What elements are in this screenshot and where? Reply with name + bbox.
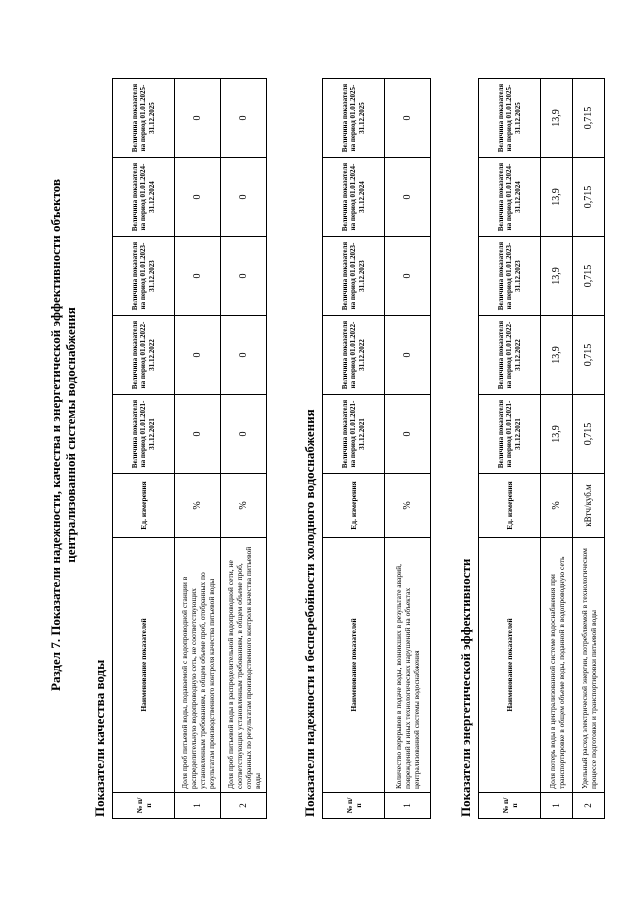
header-name: Наименование показателей bbox=[323, 538, 385, 793]
table-row bbox=[573, 79, 605, 819]
header-period-2022: Величина показателя на период 01.01.2022-31.12.2022 bbox=[323, 316, 385, 395]
row-num: 1 bbox=[175, 793, 221, 819]
row-value: 0 bbox=[175, 79, 221, 158]
row-num: 2 bbox=[221, 793, 267, 819]
header-period-2024: Величина показателя на период 01.01.2024-31.12.2024 bbox=[479, 158, 541, 237]
row-value: 0 bbox=[175, 237, 221, 316]
row-value: 0 bbox=[221, 158, 267, 237]
row-value: 0 bbox=[175, 158, 221, 237]
header-period-2023: Величина показателя на период 01.01.2023-31.12.2023 bbox=[479, 237, 541, 316]
row-value: 0,715 bbox=[573, 79, 605, 158]
header-period-2025: Величина показателя на период 01.01.2025-31.12.2025 bbox=[323, 79, 385, 158]
row-value: 0 bbox=[385, 237, 431, 316]
row-name: Доля потерь воды в централизованной системе водоснабжения при транспортировке в общем объеме воды, поданной в водопроводную сеть bbox=[541, 538, 573, 793]
reliability-table bbox=[322, 78, 431, 819]
row-name: Доля проб питьевой воды в распределительной водопроводной сети, не соответствующих установленным требованиям, в общем объеме проб, отобранных по результатам производственного контроля качества питьевой воды bbox=[221, 538, 267, 793]
row-value: 0 bbox=[221, 316, 267, 395]
section-title-water-quality: Показатели качества воды bbox=[92, 659, 107, 817]
header-period-2025: Величина показателя на период 01.01.2025-31.12.2025 bbox=[113, 79, 175, 158]
row-unit: % bbox=[385, 474, 431, 538]
row-name: Удельный расход электрической энергии, потребляемой в технологическом процессе подготовки и транспортировки питьевой воды bbox=[573, 538, 605, 793]
header-name: Наименование показателей bbox=[113, 538, 175, 793]
row-value: 13,9 bbox=[541, 158, 573, 237]
row-unit: кВтч/куб.м bbox=[573, 474, 605, 538]
header-period-2025: Величина показателя на период 01.01.2025-31.12.2025 bbox=[479, 79, 541, 158]
header-name: Наименование показателей bbox=[479, 538, 541, 793]
row-value: 0 bbox=[175, 316, 221, 395]
energy-efficiency-table bbox=[478, 78, 605, 819]
row-value: 13,9 bbox=[541, 395, 573, 474]
row-value: 13,9 bbox=[541, 237, 573, 316]
table-row bbox=[385, 79, 431, 819]
header-num: № п/п bbox=[479, 793, 541, 819]
table-header-row bbox=[113, 79, 175, 819]
row-value: 0 bbox=[221, 395, 267, 474]
header-period-2023: Величина показателя на период 01.01.2023-31.12.2023 bbox=[113, 237, 175, 316]
row-unit: % bbox=[175, 474, 221, 538]
row-value: 0 bbox=[385, 395, 431, 474]
table-header-row bbox=[479, 79, 541, 819]
row-num: 1 bbox=[385, 793, 431, 819]
row-value: 0 bbox=[385, 316, 431, 395]
row-value: 13,9 bbox=[541, 316, 573, 395]
row-value: 0,715 bbox=[573, 316, 605, 395]
row-unit: % bbox=[221, 474, 267, 538]
table-row bbox=[541, 79, 573, 819]
header-period-2024: Величина показателя на период 01.01.2024-31.12.2024 bbox=[323, 158, 385, 237]
row-value: 0,715 bbox=[573, 237, 605, 316]
row-value: 0 bbox=[385, 79, 431, 158]
header-num: № п/п bbox=[113, 793, 175, 819]
row-name: Доля проб питьевой воды, подаваемой с водопроводной станции в распределительную водопроводную сеть, не соответствующих установленным требованиям, в общем объеме проб, отобранных по результатам производственного контроля качества питьевой воды bbox=[175, 538, 221, 793]
table-row bbox=[221, 79, 267, 819]
table-row bbox=[175, 79, 221, 819]
row-value: 0,715 bbox=[573, 158, 605, 237]
header-unit: Ед. измерения bbox=[113, 474, 175, 538]
row-num: 1 bbox=[541, 793, 573, 819]
table-header-row bbox=[323, 79, 385, 819]
row-value: 13,9 bbox=[541, 79, 573, 158]
header-unit: Ед. измерения bbox=[479, 474, 541, 538]
row-value: 0 bbox=[221, 79, 267, 158]
header-unit: Ед. измерения bbox=[323, 474, 385, 538]
header-period-2022: Величина показателя на период 01.01.2022-31.12.2022 bbox=[113, 316, 175, 395]
header-num: № п/п bbox=[323, 793, 385, 819]
row-name: Количество перерывов в подаче воды, возникших в результате аварий, повреждений и иных технологических нарушений на объектах централизованной системы водоснабжения bbox=[385, 538, 431, 793]
row-value: 0 bbox=[221, 237, 267, 316]
section-title-reliability: Показатели надежности и бесперебойности холодного водоснабжения bbox=[302, 409, 317, 817]
section-title-energy-efficiency: Показатели энергетической эффективности bbox=[458, 558, 473, 817]
row-num: 2 bbox=[573, 793, 605, 819]
row-value: 0,715 bbox=[573, 395, 605, 474]
header-period-2023: Величина показателя на период 01.01.2023-31.12.2023 bbox=[323, 237, 385, 316]
page-title-line-2: централизованной системы водоснабжения bbox=[63, 307, 78, 563]
header-period-2022: Величина показателя на период 01.01.2022-31.12.2022 bbox=[479, 316, 541, 395]
page-title-line-1: Раздел 7. Показатели надежности, качества и энергетической эффективности объектов bbox=[48, 179, 63, 691]
header-period-2024: Величина показателя на период 01.01.2024-31.12.2024 bbox=[113, 158, 175, 237]
header-period-2021: Величина показателя на период 01.01.2021-31.12.2021 bbox=[113, 395, 175, 474]
row-value: 0 bbox=[385, 158, 431, 237]
header-period-2021: Величина показателя на период 01.01.2021-31.12.2021 bbox=[479, 395, 541, 474]
header-period-2021: Величина показателя на период 01.01.2021-31.12.2021 bbox=[323, 395, 385, 474]
row-unit: % bbox=[541, 474, 573, 538]
row-value: 0 bbox=[175, 395, 221, 474]
water-quality-table bbox=[112, 78, 267, 819]
page-title bbox=[48, 125, 78, 745]
